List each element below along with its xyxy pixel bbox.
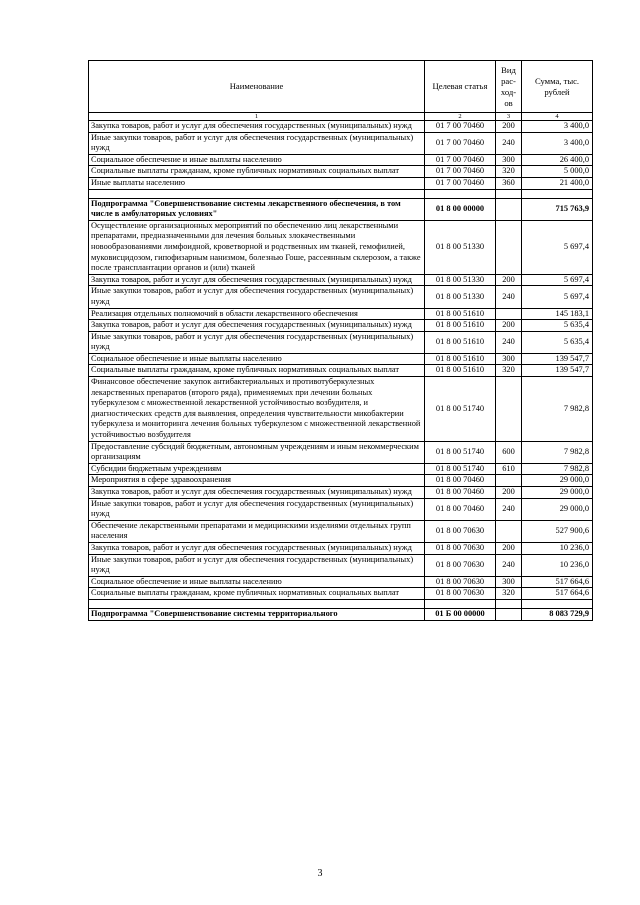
table-row — [89, 220, 593, 274]
table-row — [89, 608, 593, 620]
row-article: 01 7 00 70460 — [425, 166, 496, 178]
row-article: 01 8 00 70630 — [425, 554, 496, 576]
row-name: Обеспечение лекарственными препаратами и медицинскими изделиями отдельных групп населения — [89, 520, 425, 542]
row-name: Реализация отдельных полномочий в области лекарственного обеспечения — [89, 308, 425, 320]
spacer-cell — [496, 599, 522, 608]
spacer-cell — [425, 599, 496, 608]
table-row — [89, 286, 593, 308]
row-article: 01 8 00 70630 — [425, 588, 496, 600]
table-row — [89, 554, 593, 576]
row-type: 200 — [496, 320, 522, 332]
row-type — [496, 198, 522, 220]
row-sum: 139 547,7 — [522, 353, 593, 365]
row-type: 200 — [496, 121, 522, 133]
row-type — [496, 308, 522, 320]
row-type: 610 — [496, 463, 522, 475]
row-sum: 517 664,6 — [522, 588, 593, 600]
table-row — [89, 177, 593, 189]
row-type: 200 — [496, 274, 522, 286]
row-sum: 5 697,4 — [522, 286, 593, 308]
column-number: 3 — [496, 113, 522, 121]
table-row — [89, 154, 593, 166]
row-sum: 5 697,4 — [522, 220, 593, 274]
row-name: Социальное обеспечение и иные выплаты населению — [89, 353, 425, 365]
row-article: 01 8 00 51740 — [425, 377, 496, 442]
row-sum: 7 982,8 — [522, 377, 593, 442]
row-article: 01 8 00 51330 — [425, 220, 496, 274]
row-name: Закупка товаров, работ и услуг для обеспечения государственных (муниципальных) нужд — [89, 320, 425, 332]
row-article: 01 8 00 70460 — [425, 475, 496, 487]
table-body — [89, 121, 593, 621]
row-name: Закупка товаров, работ и услуг для обеспечения государственных (муниципальных) нужд — [89, 121, 425, 133]
row-sum: 715 763,9 — [522, 198, 593, 220]
table-row — [89, 320, 593, 332]
row-type: 240 — [496, 498, 522, 520]
row-article: 01 8 00 70630 — [425, 542, 496, 554]
row-sum: 10 236,0 — [522, 554, 593, 576]
row-sum: 5 000,0 — [522, 166, 593, 178]
row-article: 01 8 00 51610 — [425, 331, 496, 353]
table-row — [89, 353, 593, 365]
row-name: Социальные выплаты гражданам, кроме публичных нормативных социальных выплат — [89, 166, 425, 178]
row-article: 01 8 00 51330 — [425, 274, 496, 286]
table-row — [89, 542, 593, 554]
table-row — [89, 308, 593, 320]
table-row — [89, 274, 593, 286]
row-article: 01 8 00 51610 — [425, 308, 496, 320]
spacer-cell — [522, 189, 593, 198]
table-row — [89, 441, 593, 463]
row-name: Предоставление субсидий бюджетным, автономным учреждениям и иным некоммерческим организациям — [89, 441, 425, 463]
table-row — [89, 121, 593, 133]
row-name: Субсидии бюджетным учреждениям — [89, 463, 425, 475]
row-type: 600 — [496, 441, 522, 463]
row-type — [496, 475, 522, 487]
table-row — [89, 487, 593, 499]
row-type: 240 — [496, 331, 522, 353]
column-number: 2 — [425, 113, 496, 121]
spacer-cell — [522, 599, 593, 608]
header-row — [89, 61, 593, 113]
row-article: 01 7 00 70460 — [425, 177, 496, 189]
header-name: Наименование — [89, 61, 425, 113]
header-type: Вид рас-ход-ов — [496, 61, 522, 113]
row-type — [496, 220, 522, 274]
row-name: Закупка товаров, работ и услуг для обеспечения государственных (муниципальных) нужд — [89, 487, 425, 499]
row-sum: 29 000,0 — [522, 498, 593, 520]
row-type: 320 — [496, 365, 522, 377]
row-type: 200 — [496, 487, 522, 499]
table-row — [89, 576, 593, 588]
table-row — [89, 463, 593, 475]
spacer-cell — [89, 189, 425, 198]
row-type: 200 — [496, 542, 522, 554]
row-article: 01 8 00 51740 — [425, 441, 496, 463]
table-row — [89, 520, 593, 542]
table-row — [89, 365, 593, 377]
row-sum: 5 635,4 — [522, 320, 593, 332]
row-name: Иные закупки товаров, работ и услуг для обеспечения государственных (муниципальных) нужд — [89, 331, 425, 353]
row-article: 01 Б 00 00000 — [425, 608, 496, 620]
spacer-row — [89, 599, 593, 608]
spacer-row — [89, 189, 593, 198]
row-sum: 3 400,0 — [522, 121, 593, 133]
row-name: Иные выплаты населению — [89, 177, 425, 189]
row-sum: 29 000,0 — [522, 475, 593, 487]
row-name: Осуществление организационных мероприятий по обеспечению лиц лекарственными препаратами, предназначенными для лечения больных злокачественными новообразованиями лимфоидной, кроветворной и родственных им тканей, гемофилией, муковисцидозом, гипофизарным нанизмом, болезнью Гоше, рассеянным склерозом, а также после трансплантации органов и (или) тканей — [89, 220, 425, 274]
row-sum: 3 400,0 — [522, 132, 593, 154]
row-type — [496, 377, 522, 442]
row-article: 01 8 00 51740 — [425, 463, 496, 475]
row-name: Социальные выплаты гражданам, кроме публичных нормативных социальных выплат — [89, 365, 425, 377]
row-sum: 145 183,1 — [522, 308, 593, 320]
page-number: 3 — [317, 868, 323, 879]
row-type: 300 — [496, 576, 522, 588]
row-type: 240 — [496, 554, 522, 576]
row-article: 01 8 00 70630 — [425, 576, 496, 588]
row-sum: 21 400,0 — [522, 177, 593, 189]
row-article: 01 8 00 51610 — [425, 320, 496, 332]
row-sum: 5 697,4 — [522, 274, 593, 286]
row-sum: 7 982,8 — [522, 463, 593, 475]
row-article: 01 7 00 70460 — [425, 121, 496, 133]
row-article: 01 8 00 70630 — [425, 520, 496, 542]
row-name: Иные закупки товаров, работ и услуг для обеспечения государственных (муниципальных) нужд — [89, 286, 425, 308]
row-name: Закупка товаров, работ и услуг для обеспечения государственных (муниципальных) нужд — [89, 274, 425, 286]
spacer-cell — [89, 599, 425, 608]
table-row — [89, 331, 593, 353]
row-type: 240 — [496, 286, 522, 308]
row-article: 01 8 00 70460 — [425, 487, 496, 499]
row-name: Финансовое обеспечение закупок антибактериальных и противотуберкулезных лекарственных препаратов (второго ряда), применяемых при лечении больных туберкулезом с множественной лекарственной устойчивостью возбудителя, и диагностических средств для выявления, определения чувствительности микобактерии туберкулеза и мониторинга лечения больных туберкулезом с множественной лекарственной устойчивостью возбудителя — [89, 377, 425, 442]
row-article: 01 8 00 70460 — [425, 498, 496, 520]
row-name: Иные закупки товаров, работ и услуг для обеспечения государственных (муниципальных) нужд — [89, 498, 425, 520]
header-article: Целевая статья — [425, 61, 496, 113]
row-type: 300 — [496, 154, 522, 166]
row-sum: 517 664,6 — [522, 576, 593, 588]
row-type: 300 — [496, 353, 522, 365]
row-name: Мероприятия в сфере здравоохранения — [89, 475, 425, 487]
row-article: 01 7 00 70460 — [425, 132, 496, 154]
spacer-cell — [496, 189, 522, 198]
table-row — [89, 475, 593, 487]
budget-table — [88, 60, 593, 621]
table-row — [89, 498, 593, 520]
column-number: 4 — [522, 113, 593, 121]
row-name: Иные закупки товаров, работ и услуг для обеспечения государственных (муниципальных) нужд — [89, 132, 425, 154]
row-type: 320 — [496, 166, 522, 178]
row-sum: 7 982,8 — [522, 441, 593, 463]
row-article: 01 8 00 51610 — [425, 353, 496, 365]
row-sum: 10 236,0 — [522, 542, 593, 554]
spacer-cell — [425, 189, 496, 198]
table-row — [89, 166, 593, 178]
row-type: 360 — [496, 177, 522, 189]
row-name: Социальные выплаты гражданам, кроме публичных нормативных социальных выплат — [89, 588, 425, 600]
row-name: Социальное обеспечение и иные выплаты населению — [89, 154, 425, 166]
row-name: Иные закупки товаров, работ и услуг для обеспечения государственных (муниципальных) нужд — [89, 554, 425, 576]
table-row — [89, 377, 593, 442]
row-sum: 8 083 729,9 — [522, 608, 593, 620]
row-article: 01 8 00 51330 — [425, 286, 496, 308]
row-name: Подпрограмма "Совершенствование системы территориального — [89, 608, 425, 620]
row-article: 01 8 00 51610 — [425, 365, 496, 377]
row-sum: 527 900,6 — [522, 520, 593, 542]
header-sum: Сумма, тыс. рублей — [522, 61, 593, 113]
row-sum: 26 400,0 — [522, 154, 593, 166]
column-number-row — [89, 113, 593, 121]
table-row — [89, 198, 593, 220]
row-type — [496, 520, 522, 542]
row-sum: 5 635,4 — [522, 331, 593, 353]
row-name: Подпрограмма "Совершенствование системы лекарственного обеспечения, в том числе в амбулаторных условиях" — [89, 198, 425, 220]
table-row — [89, 588, 593, 600]
row-type — [496, 608, 522, 620]
row-article: 01 8 00 00000 — [425, 198, 496, 220]
row-sum: 139 547,7 — [522, 365, 593, 377]
row-article: 01 7 00 70460 — [425, 154, 496, 166]
row-name: Социальное обеспечение и иные выплаты населению — [89, 576, 425, 588]
row-type: 240 — [496, 132, 522, 154]
row-name: Закупка товаров, работ и услуг для обеспечения государственных (муниципальных) нужд — [89, 542, 425, 554]
column-number: 1 — [89, 113, 425, 121]
row-type: 320 — [496, 588, 522, 600]
row-sum: 29 000,0 — [522, 487, 593, 499]
table-row — [89, 132, 593, 154]
